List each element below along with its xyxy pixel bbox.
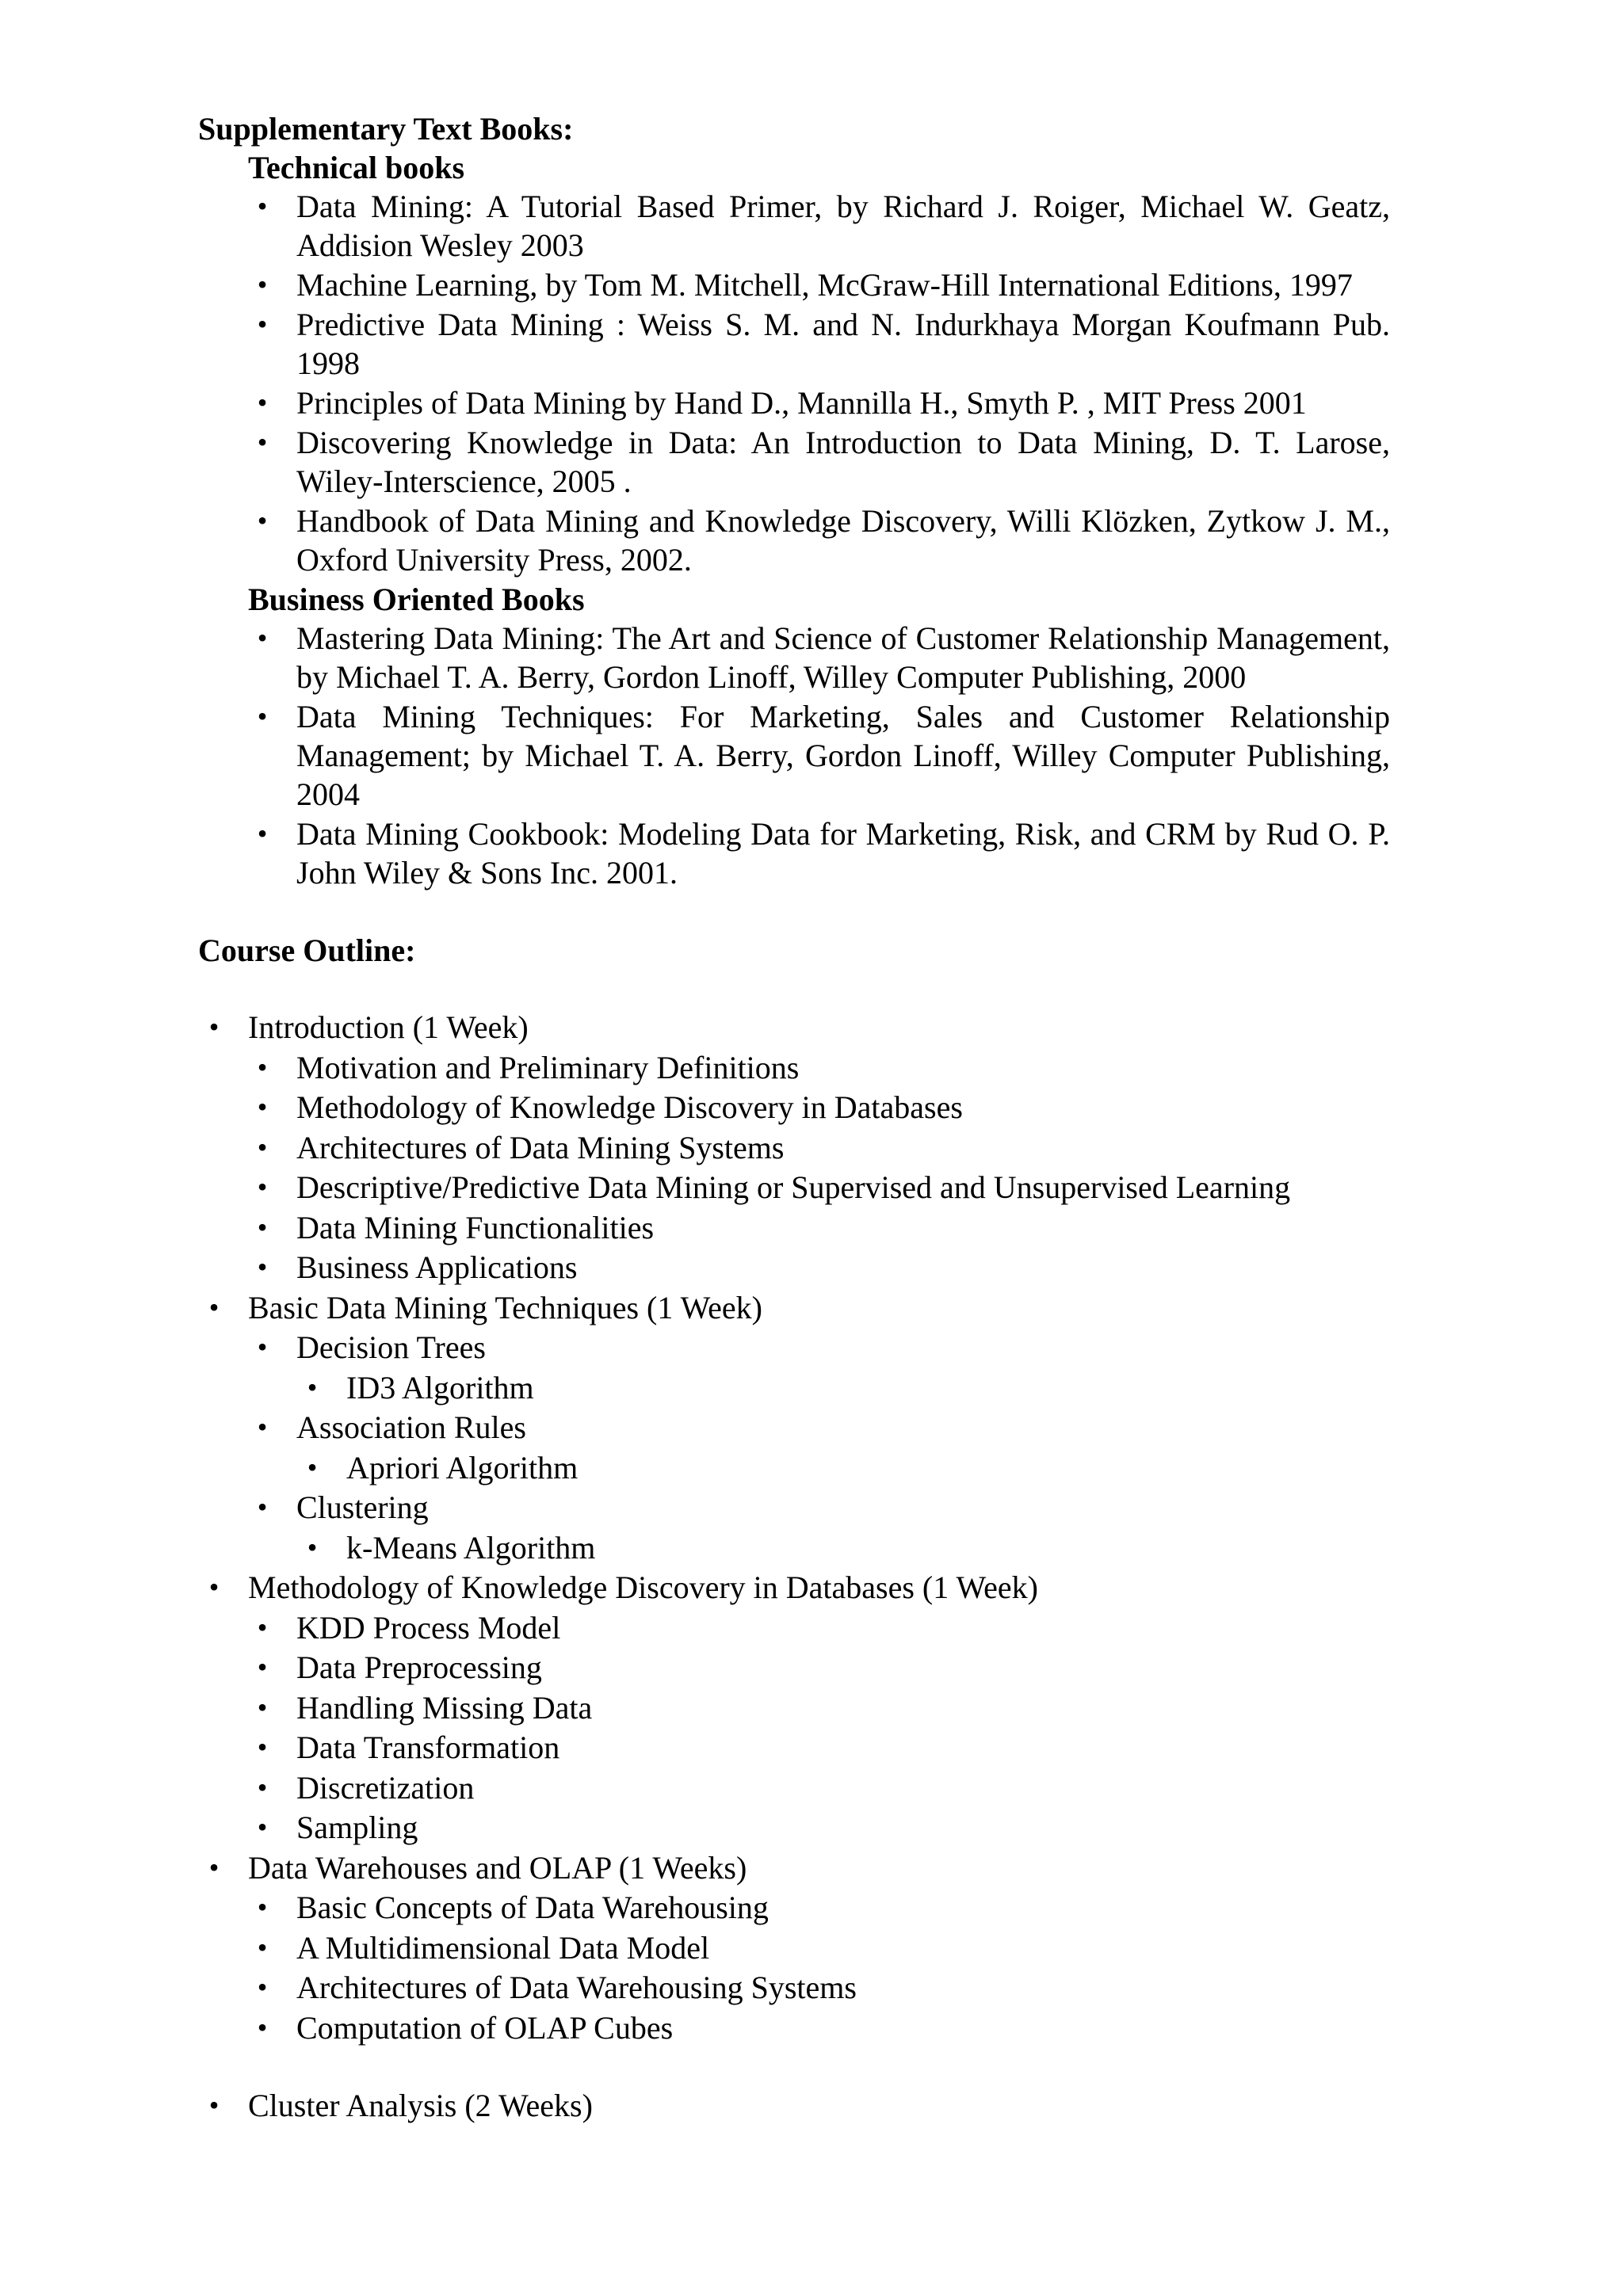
technical-books-list — [257, 187, 1390, 579]
bullet-icon: • — [257, 1251, 268, 1283]
bullet-icon: • — [257, 1811, 268, 1843]
bullet-icon: • — [257, 1891, 268, 1923]
bullet-icon: • — [257, 1691, 268, 1723]
bullet-icon: • — [257, 1611, 268, 1643]
outline-item: • Business Applications — [296, 1248, 1387, 1288]
bullet-icon: • — [257, 1331, 268, 1363]
list-item: • Predictive Data Mining : Weiss S. M. and N. Indurkhaya Morgan Koufmann Pub. 1998 — [296, 305, 1387, 383]
outline-section: • Introduction (1 Week) — [248, 1008, 1387, 1048]
bullet-icon: • — [307, 1531, 318, 1563]
outline-subitem: • ID3 Algorithm — [346, 1368, 1387, 1409]
outline-item: • Association Rules — [296, 1408, 1387, 1448]
bullet-icon: • — [257, 1491, 268, 1523]
list-item: • Handbook of Data Mining and Knowledge Discovery, Willi Klözken, Zytkow J. M., Oxford University Press, 2002. — [296, 502, 1387, 579]
bullet-icon: • — [208, 1291, 220, 1323]
list-item: • Data Mining: A Tutorial Based Primer, by Richard J. Roiger, Michael W. Geatz, Addision Wesley 2003 — [296, 187, 1387, 265]
business-books-heading: Business Oriented Books — [248, 582, 585, 617]
bullet-icon: • — [257, 622, 268, 654]
outline-section: • Data Warehouses and OLAP (1 Weeks) — [248, 1848, 1387, 1889]
outline-item: • Data Transformation — [296, 1728, 1387, 1768]
bullet-icon: • — [257, 308, 268, 340]
bullet-icon: • — [257, 1731, 268, 1763]
list-item: • Discovering Knowledge in Data: An Introduction to Data Mining, D. T. Larose, Wiley-Interscience, 2005 . — [296, 423, 1387, 501]
bullet-icon: • — [257, 1931, 268, 1963]
outline-item: • Sampling — [296, 1808, 1387, 1848]
outline-item: • Data Mining Functionalities — [296, 1208, 1387, 1249]
bullet-icon: • — [257, 1051, 268, 1083]
bullet-icon: • — [208, 2089, 220, 2121]
bullet-icon: • — [257, 2011, 268, 2043]
bullet-icon: • — [257, 1971, 268, 2003]
bullet-icon: • — [257, 1091, 268, 1123]
bullet-icon: • — [257, 818, 268, 849]
outline-item: • Methodology of Knowledge Discovery in Databases — [296, 1088, 1387, 1128]
bullet-icon: • — [257, 387, 268, 418]
bullet-icon: • — [257, 269, 268, 300]
course-outline-heading: Course Outline: — [198, 933, 416, 968]
outline-item: • Basic Concepts of Data Warehousing — [296, 1888, 1387, 1928]
bullet-icon: • — [208, 1571, 220, 1603]
bullet-icon: • — [257, 1171, 268, 1203]
outline-item: • Descriptive/Predictive Data Mining or Supervised and Unsupervised Learning — [296, 1168, 1387, 1208]
bullet-icon: • — [257, 1131, 268, 1163]
bullet-icon: • — [307, 1371, 318, 1403]
list-item: • Data Mining Cookbook: Modeling Data for Marketing, Risk, and CRM by Rud O. P. John Wiley & Sons Inc. 2001. — [296, 814, 1387, 892]
list-item: • Principles of Data Mining by Hand D., Mannilla H., Smyth P. , MIT Press 2001 — [296, 383, 1387, 422]
outline-item: • Data Preprocessing — [296, 1648, 1387, 1688]
bullet-icon: • — [257, 1411, 268, 1443]
outline-item: • A Multidimensional Data Model — [296, 1928, 1387, 1969]
technical-books-heading: Technical books — [248, 150, 465, 185]
outline-item: • KDD Process Model — [296, 1608, 1387, 1649]
bullet-icon: • — [257, 1651, 268, 1683]
bullet-icon: • — [257, 505, 268, 536]
bullet-icon: • — [257, 1211, 268, 1243]
course-outline-list — [198, 1008, 1387, 2048]
bullet-icon: • — [307, 1451, 318, 1483]
outline-item: • Handling Missing Data — [296, 1688, 1387, 1729]
outline-item: • Architectures of Data Mining Systems — [296, 1128, 1387, 1169]
outline-item: • Discretization — [296, 1768, 1387, 1809]
outline-item: • Decision Trees — [296, 1328, 1387, 1368]
outline-item: • Clustering — [296, 1488, 1387, 1528]
bullet-icon: • — [257, 190, 268, 222]
bullet-icon: • — [257, 700, 268, 732]
bullet-icon: • — [208, 1011, 220, 1043]
page-content — [198, 109, 1390, 2126]
outline-subitem: • Apriori Algorithm — [346, 1448, 1387, 1489]
bullet-icon: • — [257, 1771, 268, 1803]
outline-subitem: • k-Means Algorithm — [346, 1528, 1387, 1569]
bullet-icon: • — [257, 426, 268, 458]
outline-section: • Basic Data Mining Techniques (1 Week) — [248, 1288, 1387, 1329]
outline-item: • Motivation and Preliminary Definitions — [296, 1048, 1387, 1089]
supplementary-heading: Supplementary Text Books: — [198, 111, 574, 147]
outline-item: • Computation of OLAP Cubes — [296, 2008, 1387, 2049]
list-item: • Mastering Data Mining: The Art and Science of Customer Relationship Management, by Michael T. A. Berry, Gordon Linoff, Willey Computer Publishing, 2000 — [296, 619, 1387, 696]
outline-item: • Architectures of Data Warehousing Systems — [296, 1968, 1387, 2008]
course-outline-list-continued — [198, 2086, 1387, 2126]
list-item: • Machine Learning, by Tom M. Mitchell, McGraw-Hill International Editions, 1997 — [296, 265, 1387, 304]
bullet-icon: • — [208, 1851, 220, 1883]
outline-section: • Cluster Analysis (2 Weeks) — [248, 2086, 1387, 2126]
list-item: • Data Mining Techniques: For Marketing, Sales and Customer Relationship Management; by Michael T. A. Berry, Gordon Linoff, Willey Computer Publishing, 2004 — [296, 697, 1387, 814]
business-books-list — [257, 619, 1390, 892]
outline-section: • Methodology of Knowledge Discovery in Databases (1 Week) — [248, 1568, 1387, 1608]
